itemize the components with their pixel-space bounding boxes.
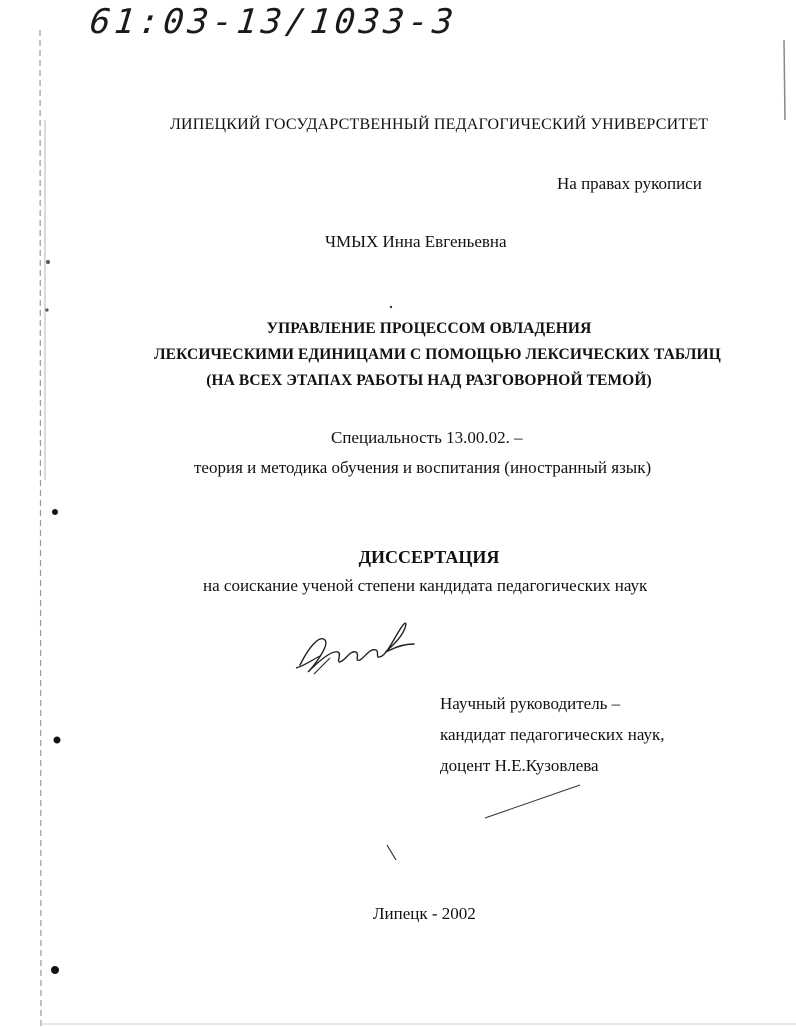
author-name: ЧМЫХ Инна Евгеньевна (325, 232, 507, 251)
thesis-title-line-3: (НА ВСЕХ ЭТАПАХ РАБОТЫ НАД РАЗГОВОРНОЙ ТЕМОЙ) (206, 372, 652, 389)
university-name: ЛИПЕЦКИЙ ГОСУДАРСТВЕННЫЙ ПЕДАГОГИЧЕСКИЙ УНИВЕРСИТЕТ (170, 116, 709, 133)
archive-number: 61:03-13/1033-3 (87, 2, 460, 42)
city-and-year: Липецк - 2002 (373, 904, 476, 923)
advisor-degree: кандидат педагогических наук, (440, 725, 665, 744)
thesis-title-line-2: ЛЕКСИЧЕСКИМИ ЕДИНИЦАМИ С ПОМОЩЬЮ ЛЕКСИЧЕСКИХ ТАБЛИЦ (154, 346, 721, 363)
dissertation-heading: ДИССЕРТАЦИЯ (358, 547, 500, 567)
dissertation-subheading: на соискание ученой степени кандидата педагогических наук (203, 576, 648, 595)
advisor-role: Научный руководитель – (440, 694, 621, 713)
specialty-code: Специальность 13.00.02. – (331, 428, 523, 447)
thesis-title-line-1: УПРАВЛЕНИЕ ПРОЦЕССОМ ОВЛАДЕНИЯ (266, 320, 592, 337)
advisor-name: доцент Н.Е.Кузовлева (440, 756, 599, 775)
specialty-description: теория и методика обучения и воспитания (иностранный язык) (194, 458, 652, 477)
manuscript-rights-note: На правах рукописи (557, 174, 702, 193)
handwritten-signature (290, 610, 420, 690)
